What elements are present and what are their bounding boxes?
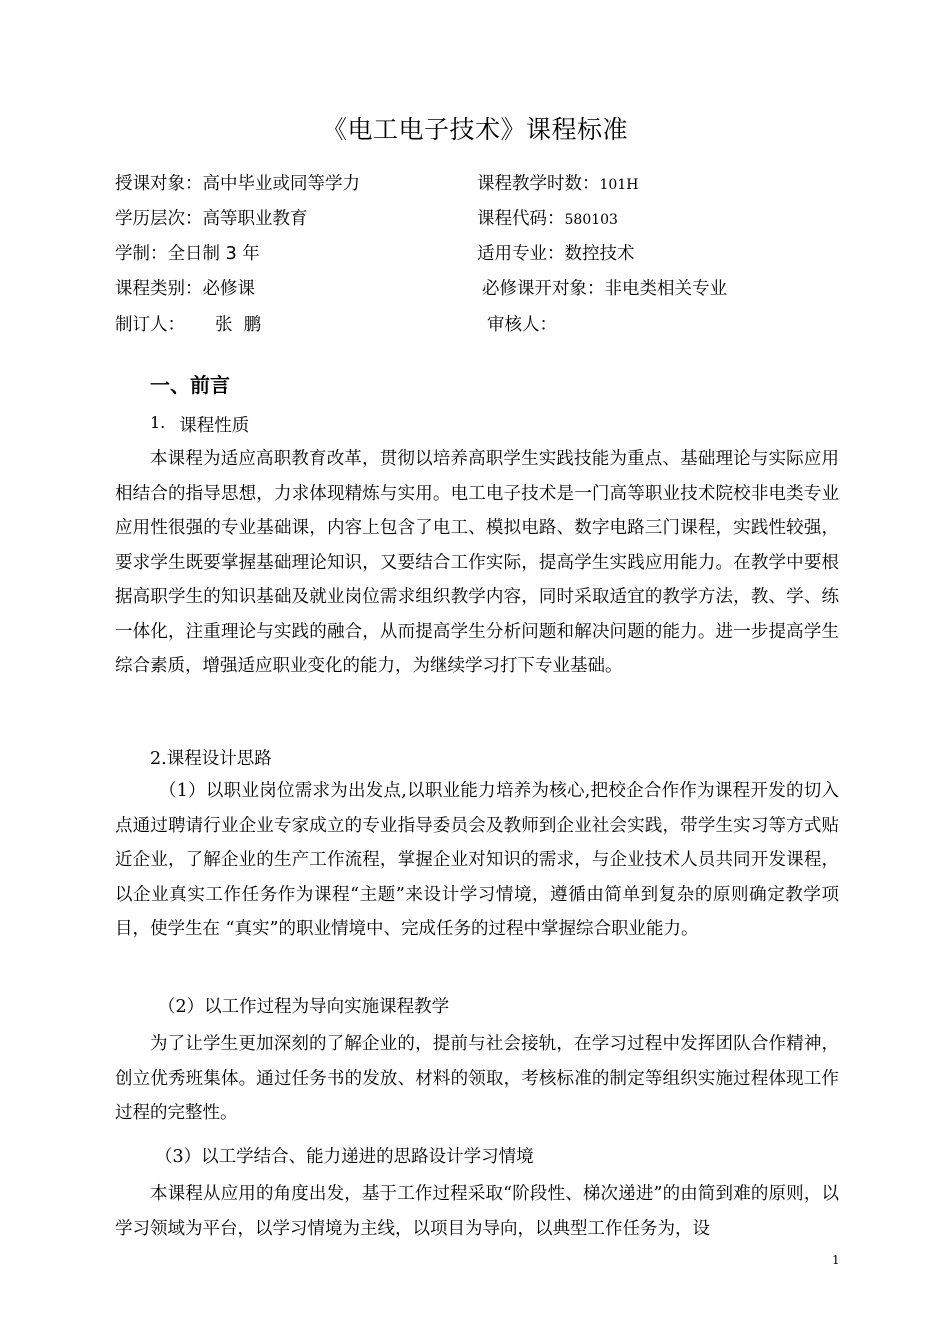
- info-required-label: 必修课开对象：: [482, 279, 605, 299]
- design-item-3-paragraph: [115, 1177, 839, 1246]
- info-author: [115, 311, 261, 336]
- info-target-value: 高中毕业或同等学力: [202, 174, 360, 194]
- document-title: 《电工电子技术》课程标准: [321, 115, 628, 144]
- info-major-value: 数控技术: [564, 244, 635, 264]
- info-code-value: 580103: [564, 212, 618, 228]
- info-level: [115, 205, 308, 230]
- course-nature-text: 本课程为适应高职教育改革，贯彻以培养高职学生实践技能为重点、基础理论与实际应用相结合的指导思想，力求体现精炼与实用。电工电子技术是一门高等职业技术院校非电类专业应用性很强的专业基础课，内容上包含了电工、模拟电路、数字电路三门课程，实践性较强，要求学生既要掌握基础理论知识，又要结合工作实际，提高学生实践应用能力。在教学中要根据高职学生的知识基础及就业岗位需求组织教学内容，同时采取适宜的教学方法，教、学、练一体化，注重理论与实践的融合，从而提高学生分析问题和解决问题的能力。进一步提高学生综合素质，增强适应职业变化的能力，为继续学习打下专业基础。: [115, 449, 839, 676]
- info-level-label: 学历层次：: [115, 209, 203, 229]
- course-nature-paragraph: [115, 442, 839, 684]
- info-required-value: 非电类相关专业: [604, 279, 727, 299]
- info-code-label: 课程代码：: [477, 209, 565, 229]
- info-hours: [477, 170, 638, 195]
- design-item-3-text: 本课程从应用的角度出发，基于工作过程采取“阶段性、梯次递进”的由简到难的原则，以学习领域为平台，以学习情境为主线，以项目为导向，以典型工作任务为，设: [115, 1184, 839, 1239]
- info-level-value: 高等职业教育: [202, 209, 308, 229]
- info-code: [477, 205, 618, 230]
- design-item-2-text: 为了让学生更加深刻的了解企业的，提前与社会接轨，在学习过程中发挥团队合作精神，创立优秀班集体。通过任务书的发放、材料的领取，考核标准的制定等组织实施过程体现工作过程的完整性。: [115, 1034, 839, 1123]
- info-major: [477, 240, 635, 265]
- info-system-value: 全日制 3 年: [167, 244, 260, 264]
- info-category: [115, 275, 255, 300]
- subsection-2-title: 2.课程设计思路: [150, 749, 272, 769]
- design-item-1-text: （1）以职业岗位需求为出发点,以职业能力培养为核心,把校企合作作为课程开发的切入点通过聘请行业企业专家成立的专业指导委员会及教师到企业社会实践，带学生实习等方式贴近企业，了解企业的生产工作流程，掌握企业对知识的需求，与企业技术人员共同开发课程，以企业真实工作任务作为课程“主题”来设计学习情境，遵循由简单到复杂的原则确定教学项目，使学生在 “真实”的职业情境中、完成任务的过程中掌握综合职业能力。: [115, 781, 839, 939]
- design-item-2-paragraph: [115, 1027, 839, 1131]
- design-item-2-title: （2）以工作过程为导向实施课程教学: [158, 997, 450, 1017]
- info-major-label: 适用专业：: [477, 244, 565, 264]
- subsection-1-title: 课程性质: [179, 416, 250, 436]
- info-hours-label: 课程教学时数：: [477, 174, 600, 194]
- info-hours-value: 101H: [599, 177, 639, 193]
- info-reviewer-label: 审核人：: [487, 315, 557, 335]
- design-item-3-title: （3）以工学结合、能力递进的思路设计学习情境: [155, 1147, 534, 1167]
- info-target: [115, 170, 360, 195]
- info-system-label: 学制：: [115, 244, 168, 264]
- design-item-1-paragraph: [115, 774, 839, 947]
- info-target-label: 授课对象：: [115, 174, 203, 194]
- info-reviewer: [487, 311, 557, 336]
- subsection-1-number: 1.: [150, 413, 166, 432]
- section-heading-preface: 一、前言: [150, 373, 230, 397]
- info-category-label: 课程类别：: [115, 279, 203, 299]
- page-number: 1: [832, 1253, 840, 1267]
- info-category-value: 必修课: [202, 279, 255, 299]
- subsection-1: [150, 412, 249, 437]
- info-author-value: 张 鹏: [215, 315, 262, 335]
- info-required: [482, 275, 727, 300]
- info-author-label: 制订人：: [115, 315, 185, 335]
- info-system: [115, 240, 260, 265]
